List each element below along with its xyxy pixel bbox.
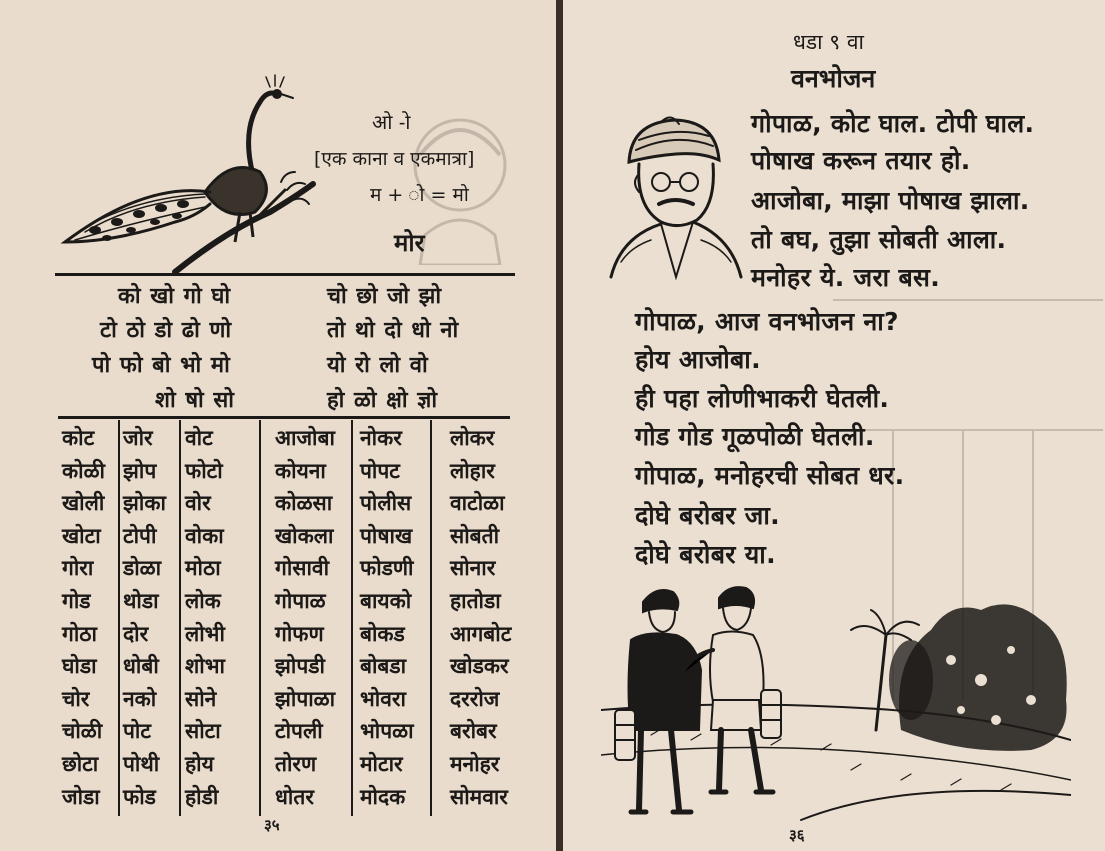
vocabulary-word: कोयना	[275, 458, 326, 483]
vocabulary-word: गोठा	[62, 621, 97, 646]
vocabulary-word: धोबी	[123, 654, 159, 679]
vocabulary-word: लोहार	[450, 458, 495, 483]
vocabulary-word: लोकर	[450, 426, 495, 450]
vocabulary-word: कोळसा	[275, 491, 333, 516]
vocabulary-word: दररोज	[450, 686, 500, 711]
vocabulary-word: भोपळा	[360, 719, 414, 744]
vocabulary-word: पोलीस	[360, 491, 412, 516]
syllable-row-left: को खो गो घो	[118, 284, 232, 309]
text-line: गोपाळ, मनोहरची सोबत धर.	[635, 461, 905, 490]
column-separator	[118, 420, 120, 816]
vocabulary-word: वोट	[185, 426, 213, 450]
column-separator	[259, 420, 261, 816]
vocabulary-word: डोळा	[123, 556, 162, 581]
right-page	[563, 0, 1105, 851]
vocabulary-word: कोट	[62, 426, 95, 450]
vocabulary-word: पोपट	[360, 458, 400, 483]
vocabulary-word: नको	[123, 686, 157, 711]
vocabulary-word: गोपाळ	[275, 589, 326, 613]
vocabulary-word: पोट	[123, 719, 151, 744]
vocabulary-word: आजोबा	[275, 426, 335, 450]
text-line: ही पहा लोणीभाकरी घेतली.	[635, 384, 890, 413]
peacock-illustration	[55, 72, 325, 277]
vocabulary-word: भोवरा	[360, 686, 406, 711]
vocabulary-word: नोकर	[360, 426, 402, 450]
column-separator	[179, 420, 181, 816]
vocabulary-word: लोभी	[185, 621, 225, 646]
grandfather-illustration	[601, 112, 751, 282]
text-line: मनोहर ये. जरा बस.	[751, 263, 941, 292]
vocabulary-word: धोतर	[275, 784, 314, 809]
vocabulary-word: सोमवार	[450, 784, 508, 809]
vocabulary-word: खोकला	[275, 523, 334, 548]
lesson-title: वनभोजन	[791, 64, 876, 93]
vocabulary-word: गोड	[62, 589, 91, 613]
vocabulary-word: बायको	[360, 589, 412, 613]
text-line: पोषाख करून तयार हो.	[751, 146, 971, 175]
text-line: दोघे बरोबर या.	[635, 540, 776, 569]
text-line: आजोबा, माझा पोषाख झाला.	[751, 186, 1030, 215]
vocabulary-word: बोकड	[360, 621, 405, 646]
vocabulary-word: लोक	[185, 589, 221, 613]
vocabulary-word: गोफण	[275, 621, 324, 646]
sign-description: [एक काना व एकमात्रा]	[314, 148, 475, 170]
vocabulary-word: फोडणी	[360, 556, 414, 581]
picnic-scene-illustration	[601, 580, 1071, 828]
syllable-row-left: शो षो सो	[155, 388, 235, 413]
vocabulary-word: सोने	[185, 686, 217, 711]
vocabulary-word: पोषाख	[360, 523, 413, 548]
text-line: गोपाळ, आज वनभोजन ना?	[635, 307, 899, 336]
syllable-row-left: पो फो बो भो मो	[92, 353, 231, 378]
vocabulary-word: सोटा	[185, 719, 221, 744]
vocabulary-word: खोटा	[62, 523, 101, 548]
syllable-row-right: हो ळो क्षो ज्ञो	[327, 388, 439, 413]
vocabulary-word: झोका	[123, 491, 166, 516]
vocabulary-word: मोठा	[185, 556, 221, 581]
vocabulary-word: खोली	[62, 491, 105, 516]
vocabulary-word: बोबडा	[360, 654, 407, 679]
vocabulary-word: बरोबर	[450, 719, 497, 744]
vocabulary-word: पोथी	[123, 752, 160, 776]
text-line: होय आजोबा.	[635, 345, 761, 374]
vocabulary-word: झोपडी	[275, 654, 325, 679]
page-number: ३६	[789, 826, 805, 844]
text-line: तो बघ, तुझा सोबती आला.	[751, 225, 1007, 254]
vocabulary-word: वोर	[185, 491, 211, 516]
column-separator	[430, 420, 432, 816]
vocabulary-word: होडी	[185, 784, 219, 809]
vocabulary-word: होय	[185, 752, 214, 776]
sign-formula: म + ो = मो	[370, 184, 469, 206]
top-divider	[55, 273, 515, 276]
vocabulary-word: टोपली	[275, 719, 323, 744]
vocabulary-word: घोडा	[62, 654, 97, 679]
vocabulary-word: फोटो	[185, 458, 223, 483]
vocabulary-word: जोर	[123, 426, 153, 450]
vocabulary-word: चोर	[62, 686, 90, 711]
vocabulary-word: सोनार	[450, 556, 496, 581]
syllable-row-right: तो थो दो धो नो	[327, 318, 460, 343]
vocabulary-word: सोबती	[450, 523, 500, 548]
page-number: ३५	[264, 816, 280, 834]
vocabulary-word: मोटार	[360, 752, 403, 776]
vocabulary-word: मोदक	[360, 784, 406, 809]
vocabulary-word: वाटोळा	[450, 491, 505, 516]
vocabulary-word: शोभा	[185, 654, 225, 679]
text-line: दोघे बरोबर जा.	[635, 501, 780, 530]
vocabulary-word: खोडकर	[450, 654, 509, 679]
peacock-title: मोर	[394, 229, 425, 257]
vocabulary-word: मनोहर	[450, 752, 500, 776]
syllable-row-left: टो ठो डो ढो णो	[100, 318, 233, 343]
book-gutter	[556, 0, 563, 851]
vocabulary-word: झोप	[123, 458, 157, 483]
table-top-divider	[58, 416, 510, 419]
lesson-number: धडा ९ वा	[793, 30, 864, 54]
vocabulary-word: फोड	[123, 784, 156, 809]
vocabulary-word: जोडा	[62, 784, 100, 809]
vocabulary-word: कोळी	[62, 458, 105, 483]
vocabulary-word: थोडा	[123, 589, 159, 613]
vocabulary-word: आगबोट	[450, 621, 512, 646]
text-line: गोड गोड गूळपोळी घेतली.	[635, 422, 875, 451]
vocabulary-word: दोर	[123, 621, 149, 646]
vocabulary-word: गोरा	[62, 556, 94, 581]
vocabulary-word: वोका	[185, 523, 224, 548]
syllable-row-right: यो रो लो वो	[327, 353, 429, 378]
syllable-row-right: चो छो जो झो	[327, 284, 443, 309]
vocabulary-word: हातोडा	[450, 589, 501, 613]
vocabulary-word: छोटा	[62, 752, 99, 776]
column-separator	[351, 420, 353, 816]
vocabulary-word: गोसावी	[275, 556, 330, 581]
vocabulary-word: चोळी	[62, 719, 103, 744]
vocabulary-word: तोरण	[275, 752, 317, 776]
vocabulary-word: झोपाळा	[275, 686, 336, 711]
text-line: गोपाळ, कोट घाल. टोपी घाल.	[751, 109, 1035, 138]
vowel-sign: ओ -ो	[372, 110, 411, 134]
vocabulary-word: टोपी	[123, 523, 157, 548]
